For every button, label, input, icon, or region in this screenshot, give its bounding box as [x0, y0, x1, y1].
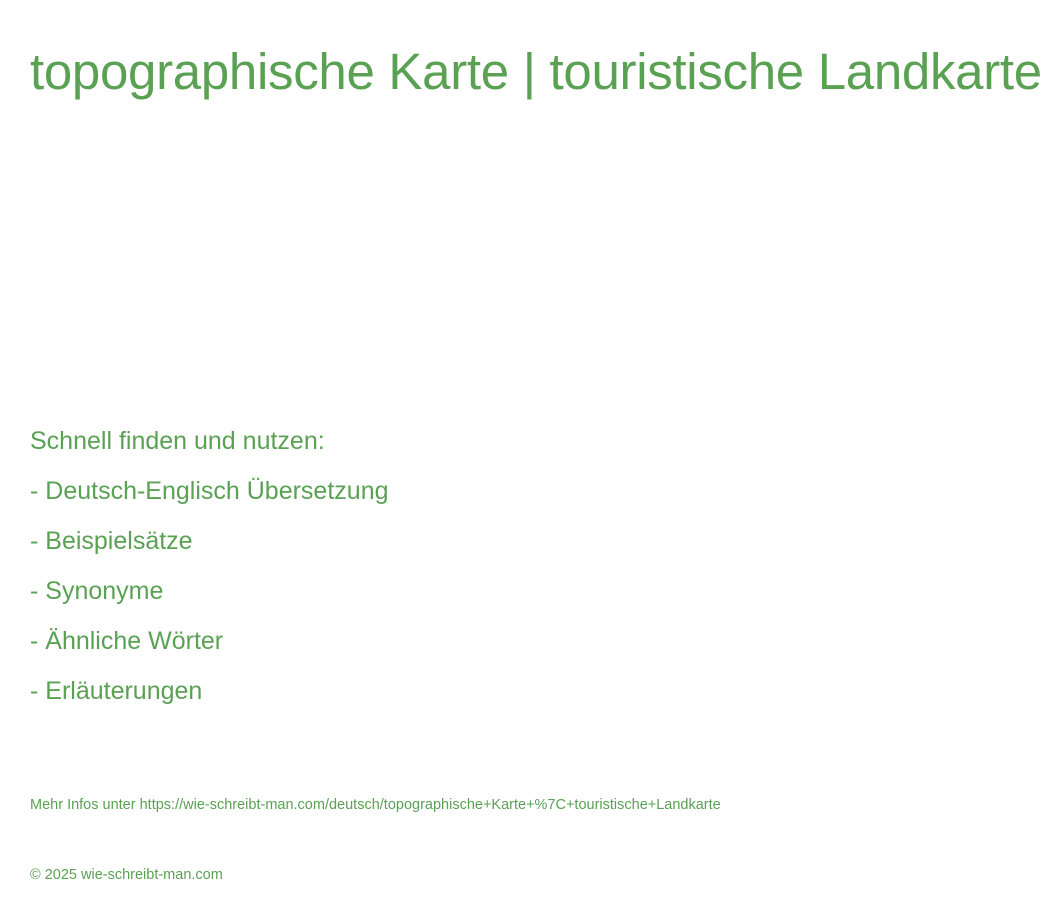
- copyright-text: © 2025 wie-schreibt-man.com: [30, 867, 223, 883]
- feature-items: [30, 474, 389, 724]
- feature-item-synonyms: - Synonyme: [30, 577, 164, 605]
- page-title: topographische Karte | touristische Landkarte: [30, 43, 1042, 100]
- feature-list: [30, 424, 389, 724]
- feature-item-explanations: - Erläuterungen: [30, 677, 203, 705]
- feature-item-translation: - Deutsch-Englisch Übersetzung: [30, 477, 389, 505]
- feature-item-similar-words: - Ähnliche Wörter: [30, 627, 224, 655]
- feature-list-heading: Schnell finden und nutzen:: [30, 427, 325, 455]
- more-info-text: Mehr Infos unter https://wie-schreibt-man.com/deutsch/topographische+Karte+%7C+touristische+Landkarte: [30, 797, 721, 813]
- feature-item-example-sentences: - Beispielsätze: [30, 527, 193, 555]
